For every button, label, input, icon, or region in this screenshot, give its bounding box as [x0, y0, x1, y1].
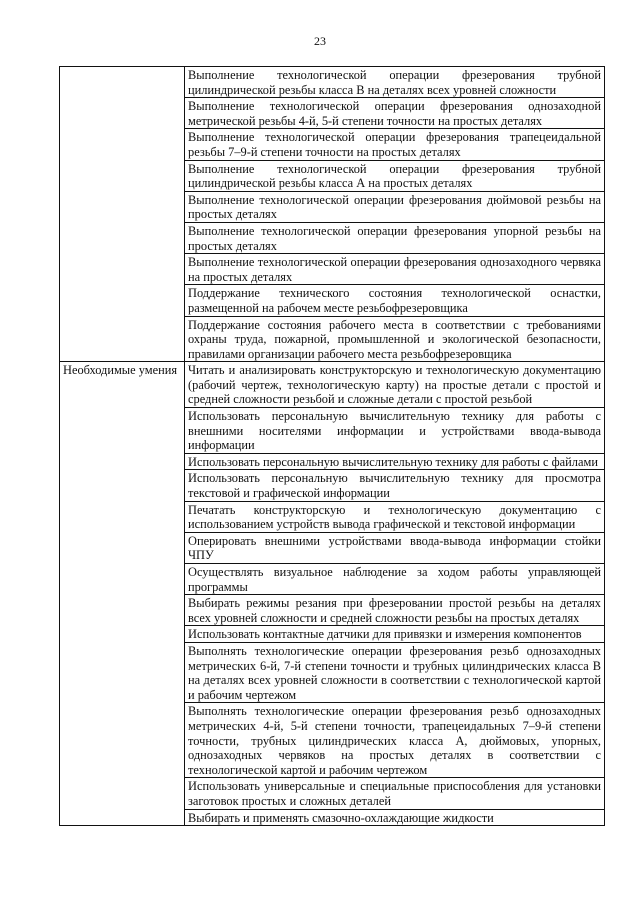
table-cell: Выполнение технологической операции фрезерования трубной цилиндрической резьбы класса А на простых деталях	[185, 160, 605, 191]
table-cell: Выполнение технологической операции фрезерования трубной цилиндрической резьбы класса В на деталях всех уровней сложности	[185, 67, 605, 98]
table-cell: Оперировать внешними устройствами ввода-вывода информации стойки ЧПУ	[185, 532, 605, 563]
table-cell: Использовать персональную вычислительную технику для работы с внешними носителями информации и устройствами ввода-вывода информации	[185, 408, 605, 454]
table-cell: Выполнение технологической операции фрезерования упорной резьбы на простых деталях	[185, 222, 605, 253]
table-cell: Печатать конструкторскую и технологическую документацию с использованием устройств вывода графической и текстовой информации	[185, 501, 605, 532]
table-cell: Выбирать режимы резания при фрезеровании простой резьбы на деталях всех уровней сложности и средней сложности резьбы на простых деталях	[185, 595, 605, 626]
skills-label-cell: Необходимые умения	[60, 362, 185, 826]
table-cell: Выполнение технологической операции фрезерования дюймовой резьбы на простых деталях	[185, 191, 605, 222]
table-cell: Поддержание состояния рабочего места в соответствии с требованиями охраны труда, пожарной, промышленной и экологической безопасности, правилами организации рабочего места резьбофрезеровщика	[185, 316, 605, 362]
table-cell: Выполнение технологической операции фрезерования однозаходной метрической резьбы 4-й, 5-й степени точности на простых деталях	[185, 98, 605, 129]
continued-label-cell	[60, 67, 185, 362]
table-cell: Выполнять технологические операции фрезерования резьб однозаходных метрических 4-й, 5-й степени точности, трапецеидальных 7–9-й степени точности, трубных цилиндрических класса А, дюймовых, упорных, однозаходных червяков на простых деталях в соответствии с технологической картой и рабочим чертежом	[185, 703, 605, 778]
table-cell: Осуществлять визуальное наблюдение за ходом работы управляющей программы	[185, 564, 605, 595]
page-number: 23	[314, 34, 326, 48]
table-row	[60, 67, 605, 98]
table-cell: Читать и анализировать конструкторскую и технологическую документацию (рабочий чертеж, технологическую карту) на простые детали с простой и средней сложности резьбой и сложные детали с простой резьбой	[185, 362, 605, 408]
table-cell: Поддержание технического состояния технологической оснастки, размещенной на рабочем месте резьбофрезеровщика	[185, 285, 605, 316]
table-cell: Использовать универсальные и специальные приспособления для установки заготовок простых и сложных деталей	[185, 778, 605, 809]
table-cell: Использовать персональную вычислительную технику для работы с файлами	[185, 453, 605, 470]
requirements-table	[59, 66, 605, 826]
table-row	[60, 362, 605, 408]
table-cell: Выбирать и применять смазочно-охлаждающие жидкости	[185, 809, 605, 826]
table-cell: Выполнение технологической операции фрезерования однозаходного червяка на простых деталях	[185, 254, 605, 285]
table-cell: Выполнять технологические операции фрезерования резьб однозаходных метрических 6-й, 7-й степени точности и трубных цилиндрических класса В на деталях всех уровней сложности в соответствии с технологической картой и рабочим чертежом	[185, 642, 605, 702]
table-cell: Использовать контактные датчики для привязки и измерения компонентов	[185, 626, 605, 643]
table-cell: Использовать персональную вычислительную технику для просмотра текстовой и графической информации	[185, 470, 605, 501]
table-cell: Выполнение технологической операции фрезерования трапецеидальной резьбы 7–9-й степени точности на простых деталях	[185, 129, 605, 160]
